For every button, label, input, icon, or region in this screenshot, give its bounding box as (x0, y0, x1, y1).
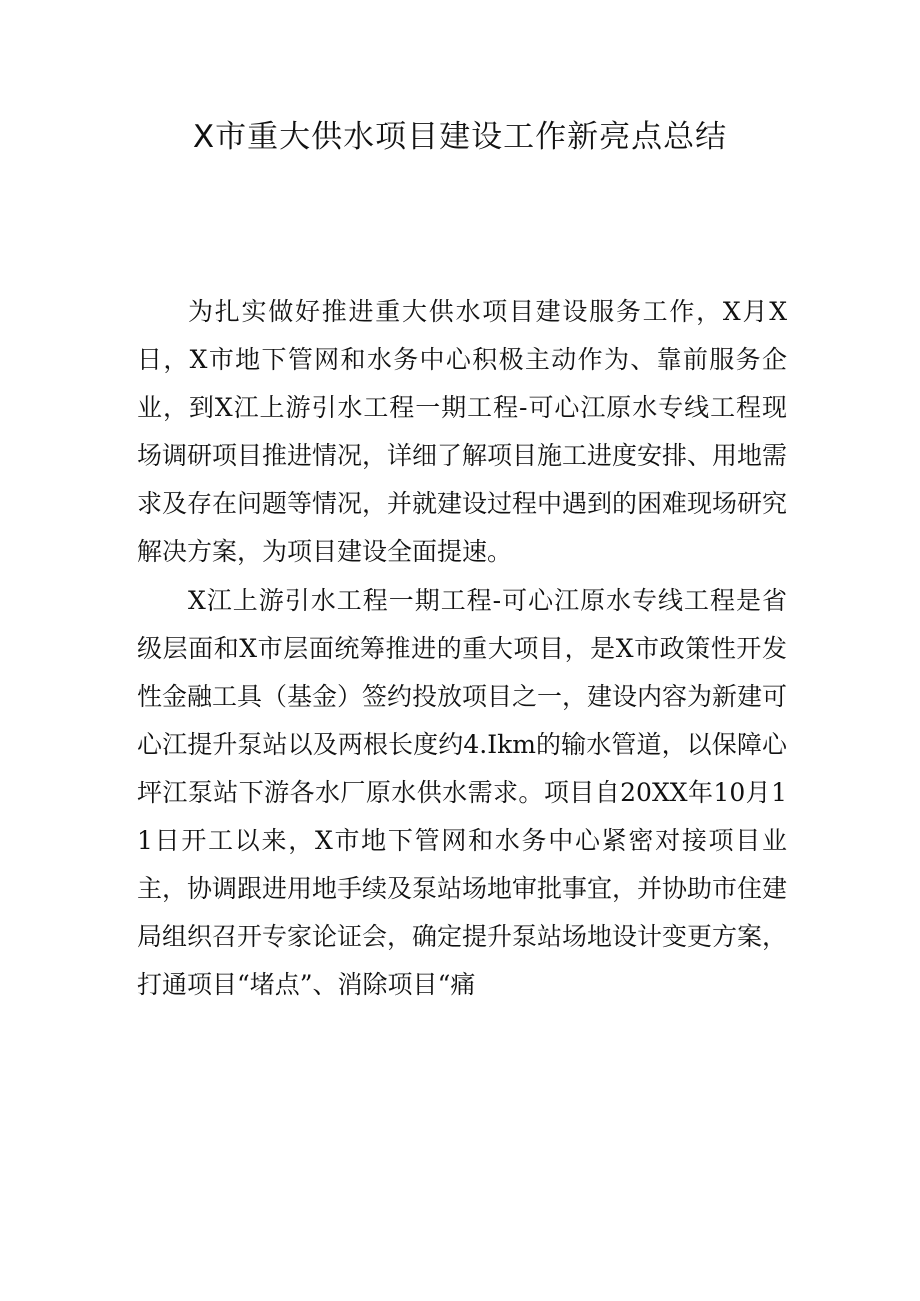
paragraph-2: X江上游引水工程一期工程-可心江原水专线工程是省级层面和X市层面统筹推进的重大项目，是X市政策性开发性金融工具（基金）签约投放项目之一，建设内容为新建可心江提升泵站以及两根长度约4.Ikm的输水管道，以保障心坪江泵站下游各水厂原水供水需求。项目自20XX年10月11日开工以来，X市地下管网和水务中心紧密对接项目业主，协调跟进用地手续及泵站场地审批事宜，并协助市住建局组织召开专家论证会，确定提升泵站场地设计变更方案，打通项目“堵点”、消除项目“痛 (137, 586, 788, 999)
document-body (137, 288, 787, 1010)
paragraph-1: 为扎实做好推进重大供水项目建设服务工作，X月X日，X市地下管网和水务中心积极主动作为、靠前服务企业，到X江上游引水工程一期工程-可心江原水专线工程现场调研项目推进情况，详细了解项目施工进度安排、用地需求及存在问题等情况，并就建设过程中遇到的困难现场研究解决方案，为项目建设全面提速。 (137, 297, 788, 566)
document-title: X市重大供水项目建设工作新亮点总结 (192, 119, 728, 155)
